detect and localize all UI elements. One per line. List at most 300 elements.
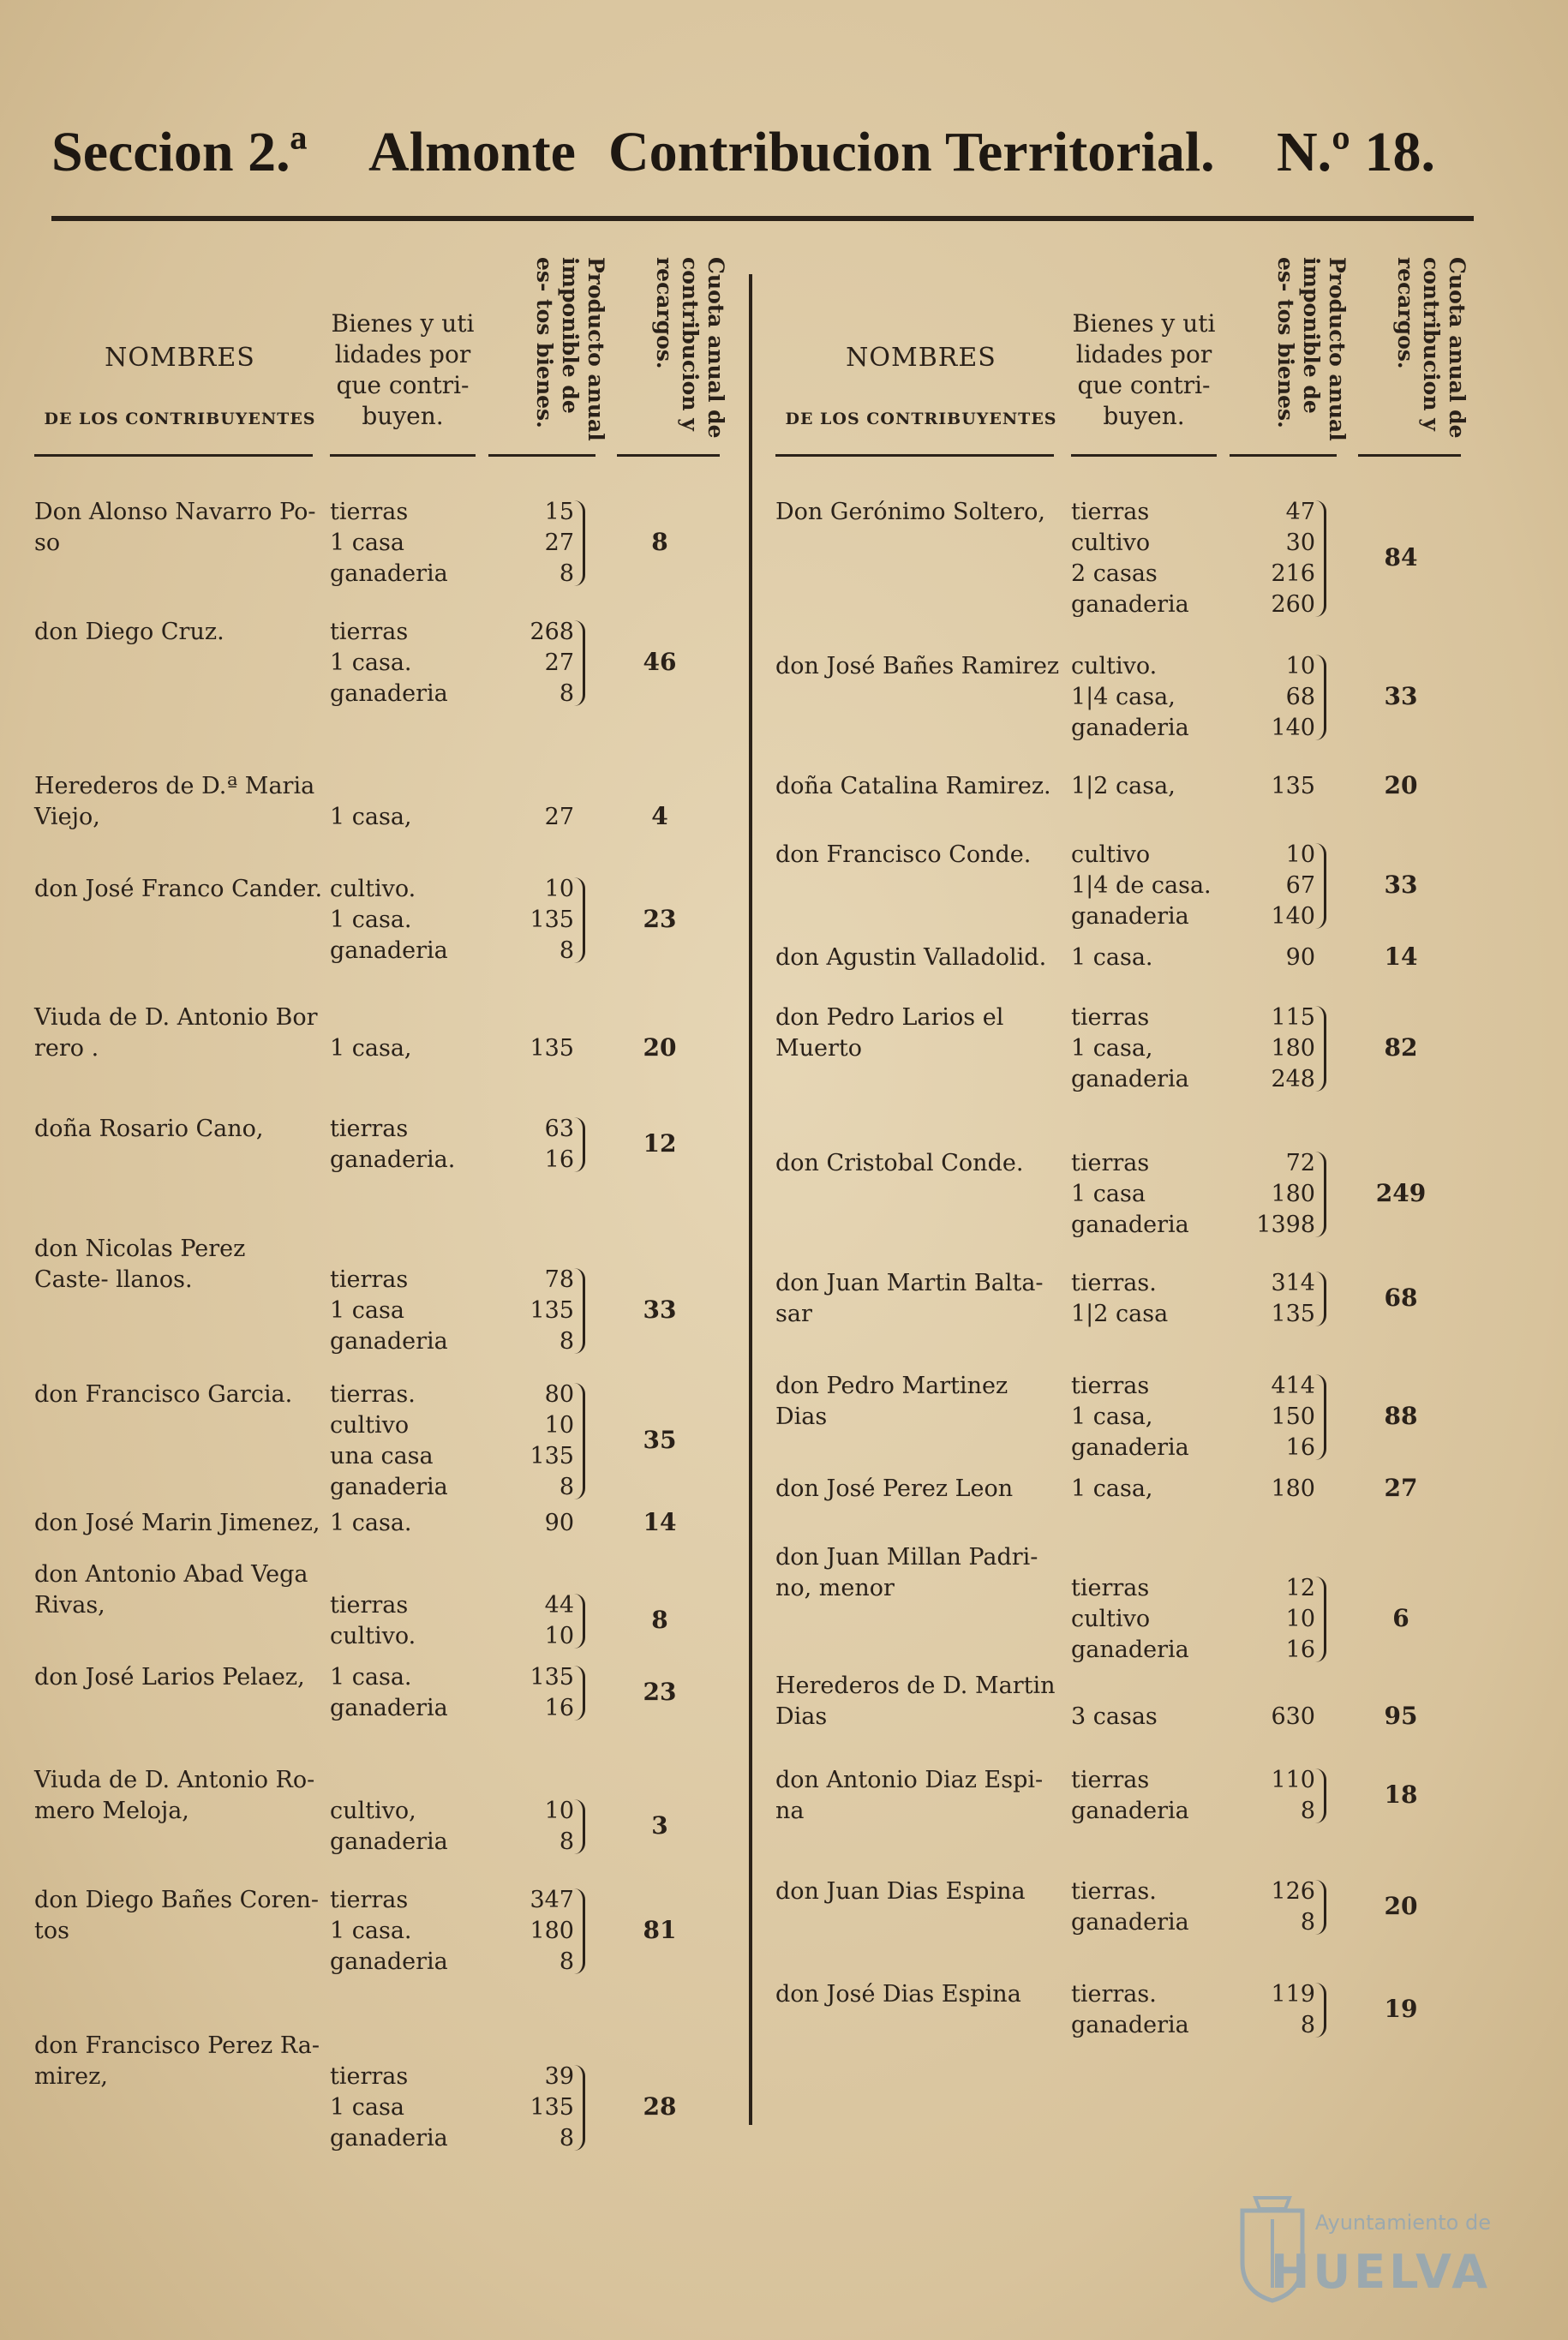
brace	[1315, 1768, 1326, 1823]
producto-heading: Producto anual imponible de es- tos bienes.	[1273, 257, 1350, 441]
brace	[1315, 655, 1326, 740]
asset-type: 1 casa.	[1071, 944, 1153, 971]
asset-type: cultivo	[1071, 530, 1151, 556]
asset-value: 414	[1271, 1373, 1315, 1399]
asset-value: 216	[1271, 560, 1315, 587]
header-underline	[1230, 454, 1337, 457]
asset-value: 260	[1271, 591, 1315, 618]
asset-type: tierras.	[1071, 1270, 1157, 1296]
asset-value: 8	[559, 1474, 574, 1500]
asset-type: 1|2 casa,	[1071, 773, 1176, 799]
asset-line	[775, 1002, 1469, 1033]
asset-type: ganaderia	[330, 1695, 448, 1721]
asset-type: ganaderia	[1071, 1212, 1189, 1238]
brace	[1315, 1880, 1326, 1935]
quota-value: 6	[1392, 1604, 1409, 1632]
asset-line	[34, 1947, 728, 1978]
asset-value: 8	[559, 560, 574, 587]
quota-value: 35	[643, 1426, 677, 1454]
brace	[574, 1268, 585, 1354]
asset-type: tierras	[330, 499, 409, 525]
quota-value: 33	[1384, 682, 1418, 710]
quota-value: 8	[651, 528, 668, 556]
page-header	[51, 120, 1457, 206]
asset-line	[34, 559, 728, 589]
asset-type: ganaderia	[1071, 1434, 1189, 1461]
right-column	[775, 248, 1469, 2185]
brace	[574, 1383, 585, 1499]
brace	[1315, 1577, 1326, 1662]
asset-type: ganaderia	[330, 1474, 448, 1500]
asset-type: cultivo,	[330, 1798, 416, 1824]
taxpayer-name: don José Franco Cander.	[34, 876, 323, 902]
asset-type: cultivo	[1071, 1606, 1151, 1632]
asset-type: 1 casa,	[330, 804, 412, 830]
asset-line	[34, 802, 728, 833]
asset-type: una casa	[330, 1443, 434, 1469]
asset-line	[775, 840, 1469, 871]
quota-value: 18	[1384, 1780, 1418, 1809]
taxpayer-name: don José Larios Pelaez,	[34, 1664, 305, 1691]
asset-type: tierras	[1071, 1767, 1150, 1793]
asset-value: 347	[530, 1887, 574, 1913]
asset-type: tierras	[330, 619, 409, 645]
asset-type: 1 casa.	[330, 1510, 412, 1536]
contribuyentes-heading: DE LOS CONTRIBUYENTES	[44, 410, 316, 428]
asset-value: 8	[559, 1948, 574, 1975]
asset-type: cultivo	[1071, 841, 1151, 868]
asset-line	[775, 1402, 1469, 1433]
quota-value: 14	[643, 1508, 677, 1536]
asset-value: 135	[530, 2094, 574, 2121]
asset-value: 140	[1271, 715, 1315, 741]
brace	[574, 1888, 585, 1974]
asset-line	[34, 1693, 728, 1724]
header-underline	[34, 454, 313, 457]
taxpayer-name: Viuda de D. Antonio Ro- mero Meloja,	[34, 1767, 315, 1824]
taxpayer-name: don Francisco Perez Ra- mirez,	[34, 2032, 320, 2090]
taxpayer-name: Herederos de D. Martin Dias	[775, 1673, 1056, 1730]
asset-line	[775, 682, 1469, 713]
asset-line	[775, 1033, 1469, 1064]
asset-type: 1 casa.	[330, 1664, 412, 1691]
right-column-header	[775, 248, 1469, 458]
asset-type: 1 casa,	[1071, 1475, 1153, 1502]
asset-line	[775, 1474, 1469, 1505]
column-divider	[749, 274, 752, 2125]
asset-line	[775, 528, 1469, 559]
asset-type: 3 casas	[1071, 1703, 1158, 1730]
asset-value: 180	[1271, 1181, 1315, 1207]
asset-line	[775, 497, 1469, 528]
header-rule	[51, 216, 1474, 221]
asset-type: 1 casa,	[330, 1035, 412, 1062]
taxpayer-name: don Francisco Conde.	[775, 841, 1032, 868]
quota-value: 8	[651, 1606, 668, 1634]
brace	[574, 1117, 585, 1172]
asset-value: 1398	[1256, 1212, 1315, 1238]
quota-value: 46	[643, 648, 677, 676]
asset-line	[34, 1662, 728, 1693]
asset-line	[34, 1265, 728, 1296]
cuota-heading: Cuota anual de contribucion y recargos.	[652, 257, 728, 439]
asset-line	[775, 2010, 1469, 2041]
asset-type: ganaderia	[330, 1948, 448, 1975]
asset-line	[775, 901, 1469, 932]
taxpayer-name: Don Alonso Navarro Po- so	[34, 499, 316, 556]
taxpayer-name: don José Perez Leon	[775, 1475, 1014, 1502]
asset-type: 1 casa,	[1071, 1403, 1153, 1430]
asset-value: 135	[530, 1664, 574, 1691]
asset-value: 135	[530, 1297, 574, 1324]
asset-value: 119	[1271, 1981, 1315, 2008]
quota-value: 84	[1384, 543, 1418, 572]
taxpayer-name: don Diego Cruz.	[34, 619, 224, 645]
section-label: Seccion 2.ª	[51, 121, 308, 183]
asset-value: 78	[544, 1266, 574, 1293]
asset-value: 27	[544, 530, 574, 556]
asset-line	[34, 1508, 728, 1539]
asset-line	[34, 2092, 728, 2123]
quota-value: 95	[1384, 1702, 1418, 1730]
quota-value: 20	[1384, 771, 1418, 799]
taxpayer-name: don Antonio Abad Vega Rivas,	[34, 1561, 308, 1619]
asset-value: 27	[544, 804, 574, 830]
header-underline	[617, 454, 720, 457]
asset-value: 47	[1285, 499, 1315, 525]
asset-line	[34, 1827, 728, 1858]
quota-value: 14	[1384, 943, 1418, 971]
watermark-line1: Ayuntamiento de	[1314, 2211, 1491, 2235]
asset-type: tierras	[1071, 1575, 1150, 1601]
brace	[574, 877, 585, 963]
asset-type: cultivo.	[1071, 653, 1158, 679]
taxpayer-name: don Pedro Larios el Muerto	[775, 1004, 1004, 1062]
asset-type: ganaderia	[330, 1828, 448, 1855]
asset-type: cultivo.	[330, 876, 416, 902]
asset-type: 1 casa.	[330, 907, 412, 933]
asset-line	[775, 1702, 1469, 1733]
asset-value: 126	[1271, 1878, 1315, 1905]
taxpayer-name: don Juan Dias Espina	[775, 1878, 1026, 1905]
asset-type: tierras	[330, 2063, 409, 2090]
archive-watermark	[1234, 2193, 1491, 2313]
asset-type: tierras	[330, 1116, 409, 1142]
taxpayer-name: don José Marin Jimenez,	[34, 1510, 320, 1536]
asset-line	[34, 617, 728, 648]
asset-line	[775, 559, 1469, 589]
quota-value: 28	[643, 2092, 677, 2121]
asset-type: tierras.	[330, 1381, 416, 1408]
asset-type: tierras	[1071, 1004, 1150, 1031]
asset-line	[775, 651, 1469, 682]
quota-value: 27	[1384, 1474, 1418, 1502]
quota-value: 82	[1384, 1033, 1418, 1062]
quota-value: 68	[1384, 1284, 1418, 1312]
asset-line	[34, 1472, 728, 1503]
asset-type: ganaderia	[1071, 1798, 1189, 1824]
asset-type: tierras	[330, 1592, 409, 1619]
asset-line	[34, 1326, 728, 1357]
asset-line	[34, 679, 728, 709]
left-column	[34, 248, 728, 2185]
header-underline	[1071, 454, 1217, 457]
asset-type: 1 casa	[330, 2094, 404, 2121]
taxpayer-name: doña Rosario Cano,	[34, 1116, 264, 1142]
brace	[1315, 1006, 1326, 1092]
brace	[574, 500, 585, 586]
asset-line	[34, 1296, 728, 1326]
brace	[574, 1594, 585, 1649]
asset-value: 39	[544, 2063, 574, 2090]
asset-line	[34, 648, 728, 679]
asset-type: 1|4 de casa.	[1071, 872, 1212, 899]
asset-value: 90	[544, 1510, 574, 1536]
asset-type: cultivo	[330, 1412, 410, 1439]
asset-line	[34, 1885, 728, 1916]
taxpayer-name: don José Bañes Ramirez	[775, 653, 1060, 679]
taxpayer-name: don Francisco Garcia.	[34, 1381, 293, 1408]
asset-line	[34, 1621, 728, 1652]
asset-line	[775, 1179, 1469, 1210]
taxpayer-name: don Antonio Diaz Espi- na	[775, 1767, 1044, 1824]
asset-value: 135	[1271, 1301, 1315, 1327]
quota-value: 19	[1384, 1995, 1418, 2023]
page-number: N.º 18.	[1277, 121, 1435, 183]
watermark-line2: HUELVA	[1271, 2245, 1491, 2299]
brace	[574, 1666, 585, 1721]
asset-line	[775, 1268, 1469, 1299]
header-underline	[1358, 454, 1461, 457]
asset-type: tierras	[1071, 1150, 1150, 1176]
asset-value: 248	[1271, 1066, 1315, 1092]
asset-value: 8	[559, 1828, 574, 1855]
asset-value: 180	[1271, 1475, 1315, 1502]
asset-value: 110	[1271, 1767, 1315, 1793]
asset-line	[34, 1145, 728, 1176]
quota-value: 20	[643, 1033, 677, 1062]
asset-line	[775, 1299, 1469, 1330]
asset-line	[34, 497, 728, 528]
asset-line	[34, 1033, 728, 1064]
asset-value: 10	[1285, 1606, 1315, 1632]
asset-line	[34, 1916, 728, 1947]
asset-line	[34, 1796, 728, 1827]
producto-heading: Producto anual imponible de es- tos bienes.	[532, 257, 608, 441]
asset-value: 135	[530, 907, 574, 933]
asset-type: cultivo.	[330, 1623, 416, 1649]
page-title: Contribucion Territorial.	[608, 121, 1215, 183]
header-underline	[488, 454, 595, 457]
asset-line	[34, 1590, 728, 1621]
quota-value: 33	[643, 1296, 677, 1324]
asset-value: 8	[559, 680, 574, 707]
header-underline	[775, 454, 1054, 457]
asset-value: 16	[544, 1146, 574, 1173]
asset-value: 150	[1271, 1403, 1315, 1430]
bienes-heading: Bienes y uti lidades por que contri- buyen.	[1072, 309, 1216, 430]
asset-line	[34, 936, 728, 967]
brace	[574, 2065, 585, 2151]
asset-type: 1 casa	[330, 1297, 404, 1324]
cuota-heading: Cuota anual de contribucion y recargos.	[1393, 257, 1469, 439]
asset-type: tierras.	[1071, 1878, 1157, 1905]
asset-value: 15	[544, 499, 574, 525]
taxpayer-name: doña Catalina Ramirez.	[775, 773, 1051, 799]
asset-value: 30	[1285, 530, 1315, 556]
asset-value: 10	[544, 1412, 574, 1439]
asset-type: ganaderia	[1071, 715, 1189, 741]
asset-type: tierras	[330, 1887, 409, 1913]
asset-value: 68	[1285, 684, 1315, 710]
nombres-heading: NOMBRES	[105, 343, 255, 373]
asset-value: 10	[544, 1623, 574, 1649]
taxpayer-name: Don Gerónimo Soltero,	[775, 499, 1046, 525]
asset-line	[775, 871, 1469, 901]
asset-line	[775, 1210, 1469, 1241]
asset-value: 8	[559, 937, 574, 964]
asset-value: 12	[1285, 1575, 1315, 1601]
asset-value: 16	[1285, 1637, 1315, 1663]
asset-line	[34, 1114, 728, 1145]
quota-value: 81	[643, 1916, 677, 1944]
asset-line	[775, 771, 1469, 802]
asset-line	[775, 1796, 1469, 1827]
asset-type: tierras	[330, 1266, 409, 1293]
taxpayer-name: Viuda de D. Antonio Bor rero .	[34, 1004, 318, 1062]
asset-value: 8	[559, 2125, 574, 2151]
brace	[1315, 1374, 1326, 1460]
asset-line	[775, 943, 1469, 973]
quota-value: 23	[643, 1678, 677, 1706]
asset-value: 72	[1285, 1150, 1315, 1176]
brace	[1315, 1272, 1326, 1326]
asset-value: 44	[544, 1592, 574, 1619]
asset-value: 115	[1271, 1004, 1315, 1031]
taxpayer-name: don Agustin Valladolid.	[775, 944, 1047, 971]
asset-type: ganaderia.	[330, 1146, 456, 1173]
asset-line	[775, 1907, 1469, 1938]
left-column-header	[34, 248, 728, 458]
asset-line	[775, 589, 1469, 620]
asset-type: tierras	[1071, 1373, 1150, 1399]
asset-line	[775, 1979, 1469, 2010]
asset-line	[34, 874, 728, 905]
asset-line	[775, 713, 1469, 744]
asset-value: 16	[1285, 1434, 1315, 1461]
town-label: Almonte	[368, 121, 576, 183]
asset-line	[34, 1441, 728, 1472]
asset-type: tierras.	[1071, 1981, 1157, 2008]
asset-type: ganaderia	[1071, 1909, 1189, 1936]
asset-type: ganaderia	[330, 2125, 448, 2151]
asset-type: 2 casas	[1071, 560, 1158, 587]
asset-value: 63	[544, 1116, 574, 1142]
asset-type: ganaderia	[1071, 903, 1189, 930]
asset-type: 1 casa	[1071, 1181, 1146, 1207]
brace	[1315, 843, 1326, 929]
brace	[574, 1799, 585, 1854]
asset-type: 1 casa,	[1071, 1035, 1153, 1062]
asset-value: 8	[1300, 2012, 1315, 2038]
asset-type: ganaderia	[1071, 1066, 1189, 1092]
asset-line	[34, 1379, 728, 1410]
quota-value: 23	[643, 905, 677, 933]
asset-type: ganaderia	[330, 560, 448, 587]
taxpayer-name: don Cristobal Conde.	[775, 1150, 1024, 1176]
asset-line	[34, 1410, 728, 1441]
quota-value: 4	[651, 802, 668, 830]
asset-value: 67	[1285, 872, 1315, 899]
asset-type: 1 casa.	[330, 649, 412, 676]
asset-type: tierras	[1071, 499, 1150, 525]
taxpayer-name: don Nicolas Perez Caste- llanos.	[34, 1236, 246, 1293]
asset-value: 10	[1285, 653, 1315, 679]
brace	[1315, 1983, 1326, 2038]
asset-value: 10	[544, 876, 574, 902]
asset-value: 8	[1300, 1909, 1315, 1936]
asset-line	[775, 1148, 1469, 1179]
brace	[1315, 1152, 1326, 1237]
quota-value: 88	[1384, 1402, 1418, 1430]
asset-line	[775, 1371, 1469, 1402]
taxpayer-name: Herederos de D.ª Maria Viejo,	[34, 773, 315, 830]
asset-value: 135	[1271, 773, 1315, 799]
asset-type: ganaderia	[1071, 591, 1189, 618]
asset-value: 314	[1271, 1270, 1315, 1296]
contribuyentes-heading: DE LOS CONTRIBUYENTES	[785, 410, 1057, 428]
asset-value: 8	[559, 1328, 574, 1355]
asset-value: 27	[544, 649, 574, 676]
quota-value: 3	[651, 1811, 668, 1840]
asset-line	[775, 1635, 1469, 1666]
asset-type: ganaderia	[1071, 2012, 1189, 2038]
asset-type: ganaderia	[1071, 1637, 1189, 1663]
asset-type: 1 casa.	[330, 1918, 412, 1944]
taxpayer-name: don Pedro Martinez Dias	[775, 1373, 1008, 1430]
asset-value: 8	[1300, 1798, 1315, 1824]
asset-line	[775, 1064, 1469, 1095]
bienes-heading: Bienes y uti lidades por que contri- buyen.	[331, 309, 475, 430]
asset-value: 135	[530, 1443, 574, 1469]
taxpayer-name: don Diego Bañes Coren- tos	[34, 1887, 319, 1944]
asset-line	[775, 1433, 1469, 1463]
header-underline	[330, 454, 476, 457]
asset-value: 180	[1271, 1035, 1315, 1062]
asset-line	[34, 905, 728, 936]
asset-value: 90	[1285, 944, 1315, 971]
taxpayer-name: don Juan Martin Balta- sar	[775, 1270, 1044, 1327]
asset-line	[34, 2062, 728, 2092]
asset-value: 135	[530, 1035, 574, 1062]
taxpayer-name: don Juan Millan Padri- no, menor	[775, 1544, 1038, 1601]
asset-type: 1|4 casa,	[1071, 684, 1176, 710]
asset-line	[775, 1573, 1469, 1604]
taxpayer-name: don José Dias Espina	[775, 1981, 1021, 2008]
asset-value: 10	[544, 1798, 574, 1824]
brace	[1315, 500, 1326, 617]
nombres-heading: NOMBRES	[846, 343, 996, 373]
asset-type: 1|2 casa	[1071, 1301, 1169, 1327]
asset-value: 180	[530, 1918, 574, 1944]
asset-value: 80	[544, 1381, 574, 1408]
quota-value: 12	[643, 1129, 677, 1158]
asset-line	[34, 2123, 728, 2154]
asset-value: 10	[1285, 841, 1315, 868]
asset-line	[34, 528, 728, 559]
asset-type: 1 casa	[330, 530, 404, 556]
quota-value: 249	[1375, 1179, 1427, 1207]
